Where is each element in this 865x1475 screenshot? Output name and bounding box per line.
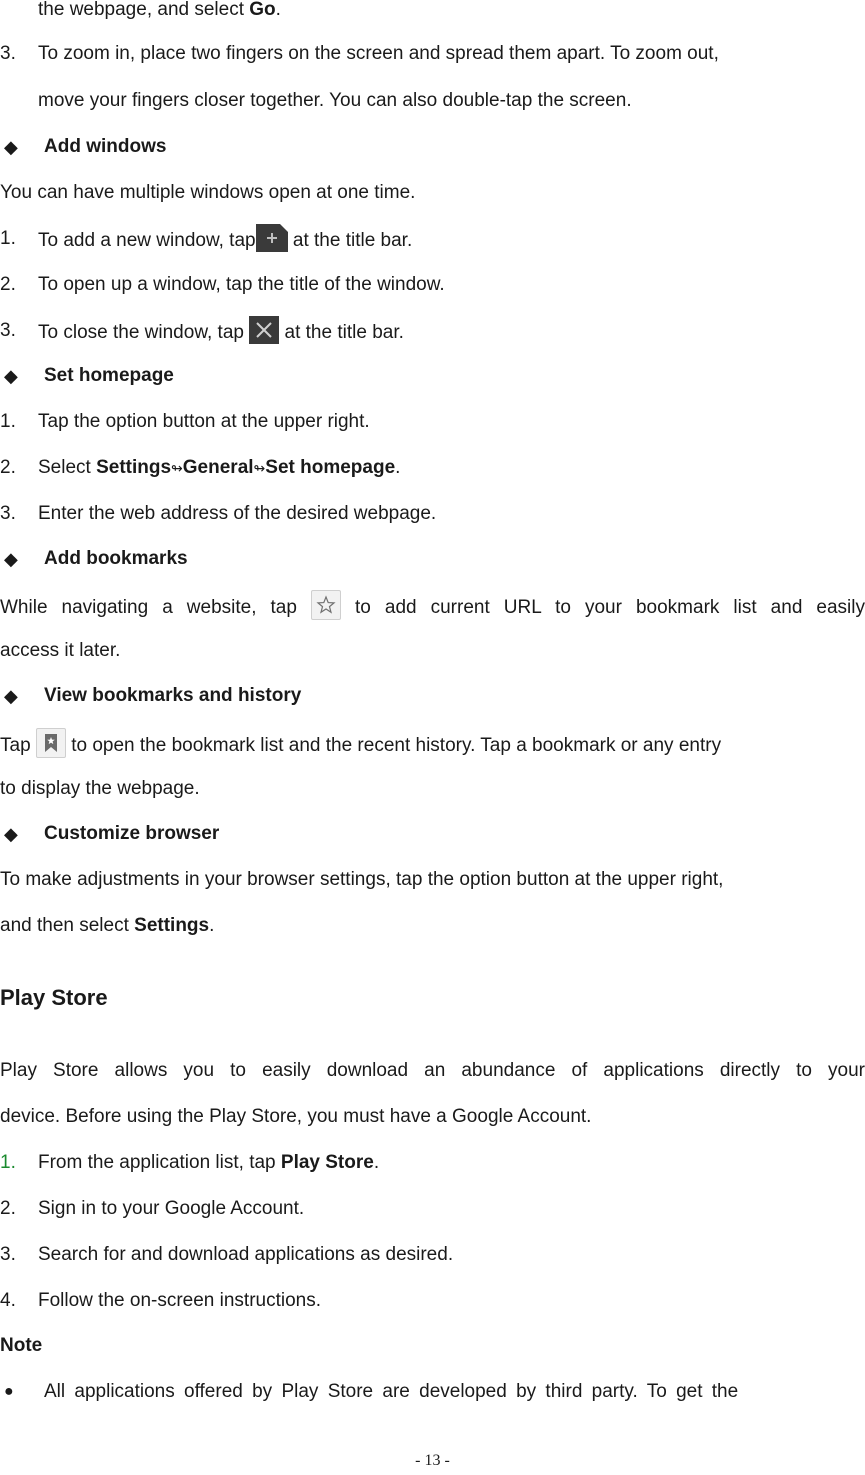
settings-bold: Settings <box>96 457 172 478</box>
play-store-intro-2: device. Before using the Play Store, you must have a Google Account. <box>0 1106 592 1127</box>
close-window-step-post: at the title bar. <box>279 322 404 344</box>
close-window-step-pre: To close the window, tap <box>38 322 250 344</box>
close-window-step-num: 3. <box>0 320 16 341</box>
play-store-step-4-num: 4. <box>0 1290 16 1311</box>
homepage-step-2 <box>38 456 400 480</box>
open-window-step-num: 2. <box>0 274 16 295</box>
customize-line-2 <box>0 914 214 938</box>
settings-bold: Settings <box>134 915 210 936</box>
homepage-step-2-pre: Select <box>38 457 97 478</box>
play-store-step-3-num: 3. <box>0 1244 16 1265</box>
play-store-step-1-pre: From the application list, tap <box>38 1152 281 1173</box>
close-window-x-icon <box>249 316 279 344</box>
customize-line-2-pre: and then select <box>0 915 135 936</box>
play-store-title: Play Store <box>0 985 108 1010</box>
arrow-icon: ↬ <box>171 460 183 476</box>
note-label: Note <box>0 1335 43 1356</box>
zoom-step-number: 3. <box>0 43 16 64</box>
play-store-step-4: Follow the on-screen instructions. <box>38 1290 322 1311</box>
add-bookmarks-post: to add current URL to your bookmark list and easily <box>340 597 865 619</box>
add-window-step <box>38 227 412 255</box>
play-store-bold: Play Store <box>280 1152 374 1173</box>
add-bookmarks-line-2: access it later. <box>0 640 121 661</box>
set-homepage-bold: Set homepage <box>265 457 396 478</box>
add-bookmarks-line-1 <box>0 593 865 623</box>
customize-line-1: To make adjustments in your browser settings, tap the option button at the upper right, <box>0 869 724 890</box>
play-store-step-3: Search for and download applications as desired. <box>38 1244 454 1265</box>
view-bookmarks-post: to open the bookmark list and the recent history. Tap a bookmark or any entry <box>65 735 722 757</box>
add-window-step-pre: To add a new window, tap <box>38 230 256 252</box>
play-store-step-1-post: . <box>373 1152 380 1173</box>
go-bold: Go <box>249 0 276 20</box>
bookmark-list-icon <box>36 728 66 758</box>
page-number: - 13 - <box>415 1452 450 1469</box>
add-bookmarks-pre: While navigating a website, tap <box>0 597 311 619</box>
note-text: All applications offered by Play Store are developed by third party. To get the <box>44 1381 739 1402</box>
diamond-bullet-icon: ◆ <box>4 366 18 386</box>
add-windows-heading: Add windows <box>44 136 167 157</box>
go-line <box>38 0 281 22</box>
add-window-step-num: 1. <box>0 228 16 249</box>
diamond-bullet-icon: ◆ <box>4 137 18 157</box>
add-bookmarks-heading: Add bookmarks <box>44 548 188 569</box>
diamond-bullet-icon: ◆ <box>4 686 18 706</box>
diamond-bullet-icon: ◆ <box>4 824 18 844</box>
customize-line-2-post: . <box>209 915 215 936</box>
homepage-step-1-num: 1. <box>0 411 16 432</box>
play-store-step-1-num: 1. <box>0 1152 16 1173</box>
set-homepage-heading: Set homepage <box>44 365 174 386</box>
go-line-prefix: the webpage, and select <box>38 0 250 20</box>
homepage-step-2-post: . <box>395 457 401 478</box>
view-bookmarks-line-2: to display the webpage. <box>0 778 200 799</box>
general-bold: General <box>182 457 254 478</box>
view-bookmarks-pre: Tap <box>0 735 36 757</box>
play-store-step-1 <box>38 1151 379 1175</box>
diamond-bullet-icon: ◆ <box>4 549 18 569</box>
zoom-line-1: To zoom in, place two fingers on the screen and spread them apart. To zoom out, <box>38 43 719 64</box>
play-store-step-2-num: 2. <box>0 1198 16 1219</box>
play-store-intro-1: Play Store allows you to easily download an abundance of applications directly to your <box>0 1060 865 1081</box>
play-store-step-2: Sign in to your Google Account. <box>38 1198 305 1219</box>
new-window-plus-icon <box>256 224 288 252</box>
add-windows-intro: You can have multiple windows open at one time. <box>0 182 416 203</box>
homepage-step-3-num: 3. <box>0 503 16 524</box>
homepage-step-2-num: 2. <box>0 457 16 478</box>
close-window-step <box>38 319 404 347</box>
dot-bullet-icon: ● <box>4 1383 14 1400</box>
customize-browser-heading: Customize browser <box>44 823 220 844</box>
view-bookmarks-line-1 <box>0 731 721 761</box>
star-bookmark-icon <box>311 590 341 620</box>
homepage-step-1: Tap the option button at the upper right. <box>38 411 370 432</box>
go-line-suffix: . <box>275 0 281 20</box>
view-bookmarks-heading: View bookmarks and history <box>44 685 302 706</box>
open-window-step: To open up a window, tap the title of the window. <box>38 274 445 295</box>
homepage-step-3: Enter the web address of the desired webpage. <box>38 503 437 524</box>
zoom-line-2: move your fingers closer together. You can also double-tap the screen. <box>38 90 632 111</box>
arrow-icon: ↬ <box>253 460 266 476</box>
add-window-step-post: at the title bar. <box>287 230 413 252</box>
